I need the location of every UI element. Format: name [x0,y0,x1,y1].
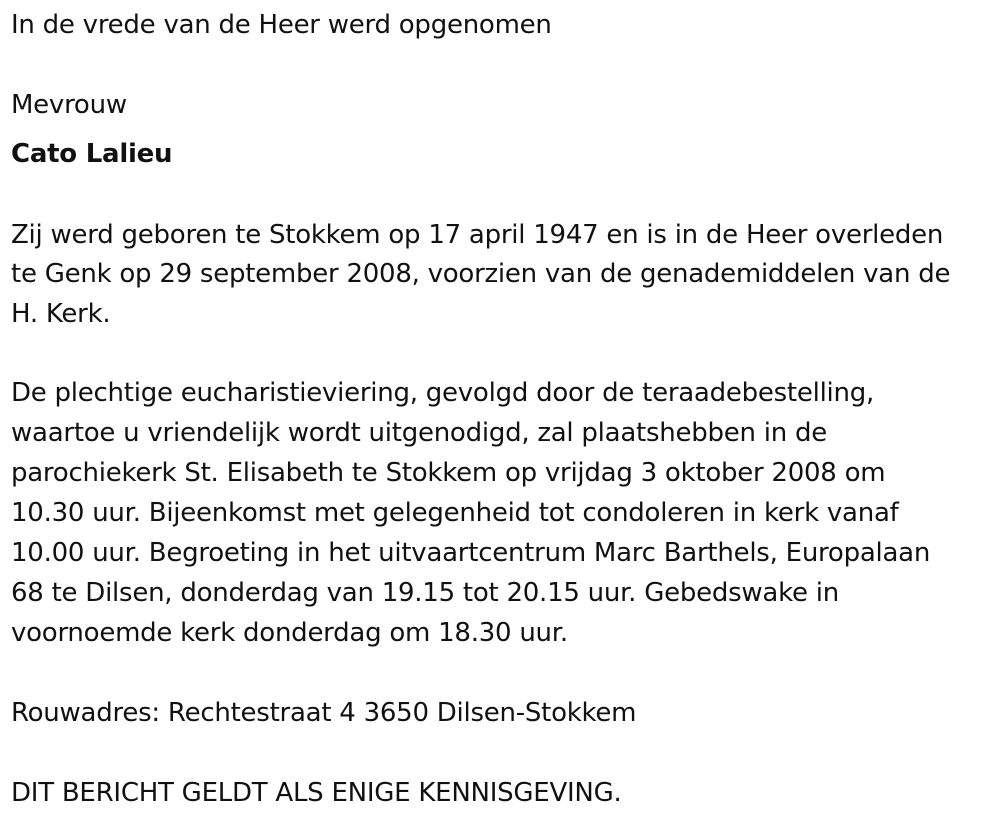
mourning-address: Rouwadres: Rechtestraat 4 3650 Dilsen-Stokkem [11,698,637,728]
birth-line-1: Zij werd geboren te Stokkem op 17 april 1947 en is in de Heer overleden [11,220,944,250]
ceremony-line-3: parochiekerk St. Elisabeth te Stokkem op vrijdag 3 oktober 2008 om [11,458,886,488]
deceased-name: Cato Lalieu [11,139,173,169]
salutation-text: Mevrouw [11,90,127,120]
ceremony-line-7: voornoemde kerk donderdag om 18.30 uur. [11,618,568,648]
ceremony-line-6: 68 te Dilsen, donderdag van 19.15 tot 20.15 uur. Gebedswake in [11,578,839,608]
ceremony-line-4: 10.30 uur. Bijeenkomst met gelegenheid tot condoleren in kerk vanaf [11,498,899,528]
intro-text: In de vrede van de Heer werd opgenomen [11,10,552,40]
ceremony-line-2: waartoe u vriendelijk wordt uitgenodigd, zal plaatshebben in de [11,418,827,448]
birth-line-3: H. Kerk. [11,299,111,329]
ceremony-line-5: 10.00 uur. Begroeting in het uitvaartcentrum Marc Barthels, Europalaan [11,538,931,568]
birth-line-2: te Genk op 29 september 2008, voorzien van de genademiddelen van de [11,259,951,289]
closing-statement: DIT BERICHT GELDT ALS ENIGE KENNISGEVING. [11,778,622,808]
ceremony-line-1: De plechtige eucharistieviering, gevolgd door de teraadebestelling, [11,378,875,408]
